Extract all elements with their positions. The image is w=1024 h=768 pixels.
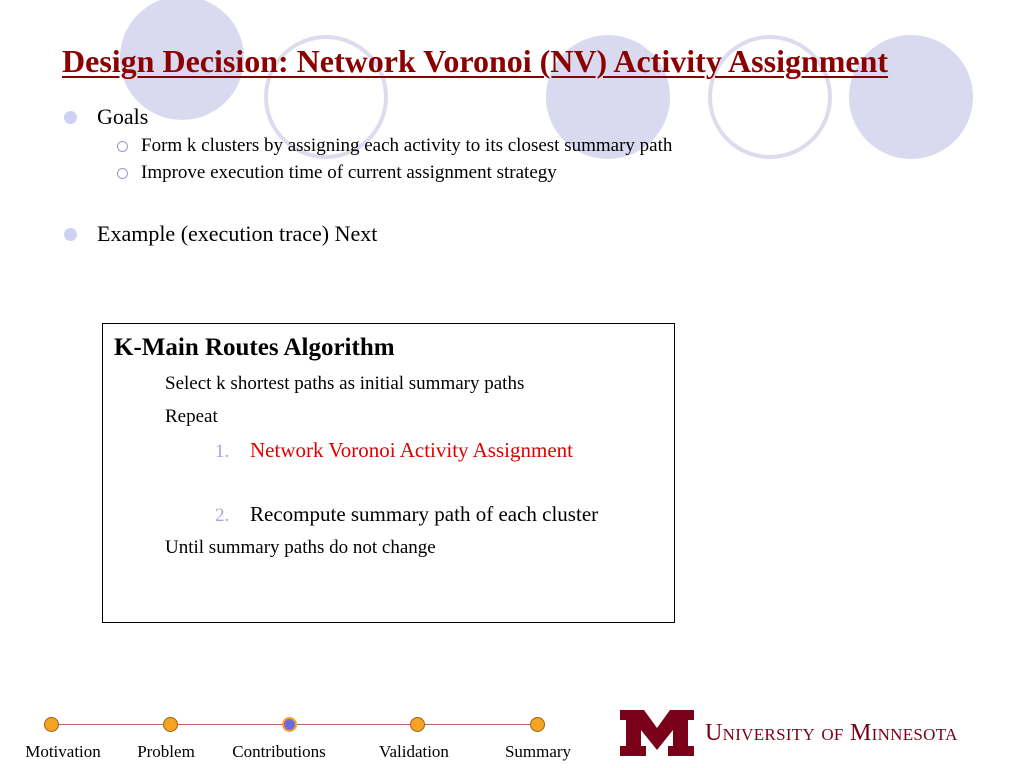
algorithm-line-repeat: Repeat bbox=[165, 406, 218, 427]
nav-node-problem[interactable] bbox=[163, 717, 178, 732]
step-number: 2. bbox=[215, 505, 230, 526]
bullet-text: Example (execution trace) Next bbox=[97, 221, 378, 246]
sub-bullet-text: Improve execution time of current assignment strategy bbox=[141, 162, 557, 183]
nav-label-summary[interactable]: Summary bbox=[504, 742, 572, 761]
nav-label-motivation[interactable]: Motivation bbox=[25, 742, 101, 761]
bullet-goals bbox=[64, 104, 148, 130]
bullet-text: Goals bbox=[97, 104, 149, 129]
university-name: University of Minnesota bbox=[705, 719, 958, 746]
nav-label-problem[interactable]: Problem bbox=[137, 742, 195, 761]
step-text: Network Voronoi Activity Assignment bbox=[250, 438, 573, 462]
nav-node-validation[interactable] bbox=[410, 717, 425, 732]
algorithm-step-1 bbox=[215, 438, 573, 463]
nav-node-summary[interactable] bbox=[530, 717, 545, 732]
step-number: 1. bbox=[215, 441, 230, 462]
sub-bullet-text: Form k clusters by assigning each activity to its closest summary path bbox=[141, 135, 673, 156]
algorithm-line-until: Until summary paths do not change bbox=[165, 537, 436, 558]
algorithm-title: K-Main Routes Algorithm bbox=[114, 334, 395, 361]
sub-bullet-ring-icon bbox=[117, 168, 128, 179]
nav-label-contributions[interactable]: Contributions bbox=[232, 742, 326, 761]
block-m-icon bbox=[620, 710, 694, 756]
bullet-dot-icon bbox=[64, 111, 77, 124]
nav-label-validation[interactable]: Validation bbox=[379, 742, 449, 761]
bullet-dot-icon bbox=[64, 228, 77, 241]
algorithm-line-init: Select k shortest paths as initial summary paths bbox=[165, 373, 525, 394]
slide-title: Design Decision: Network Voronoi (NV) Activity Assignment bbox=[62, 43, 889, 79]
sub-bullet bbox=[117, 162, 557, 184]
algorithm-step-2 bbox=[215, 502, 598, 527]
nav-node-motivation[interactable] bbox=[44, 717, 59, 732]
university-logo bbox=[620, 708, 1020, 758]
bullet-example bbox=[64, 221, 377, 247]
sub-bullet-ring-icon bbox=[117, 141, 128, 152]
step-text: Recompute summary path of each cluster bbox=[250, 502, 599, 526]
sub-bullet bbox=[117, 135, 672, 157]
nav-node-contributions[interactable] bbox=[282, 717, 297, 732]
algorithm-box bbox=[102, 323, 675, 623]
